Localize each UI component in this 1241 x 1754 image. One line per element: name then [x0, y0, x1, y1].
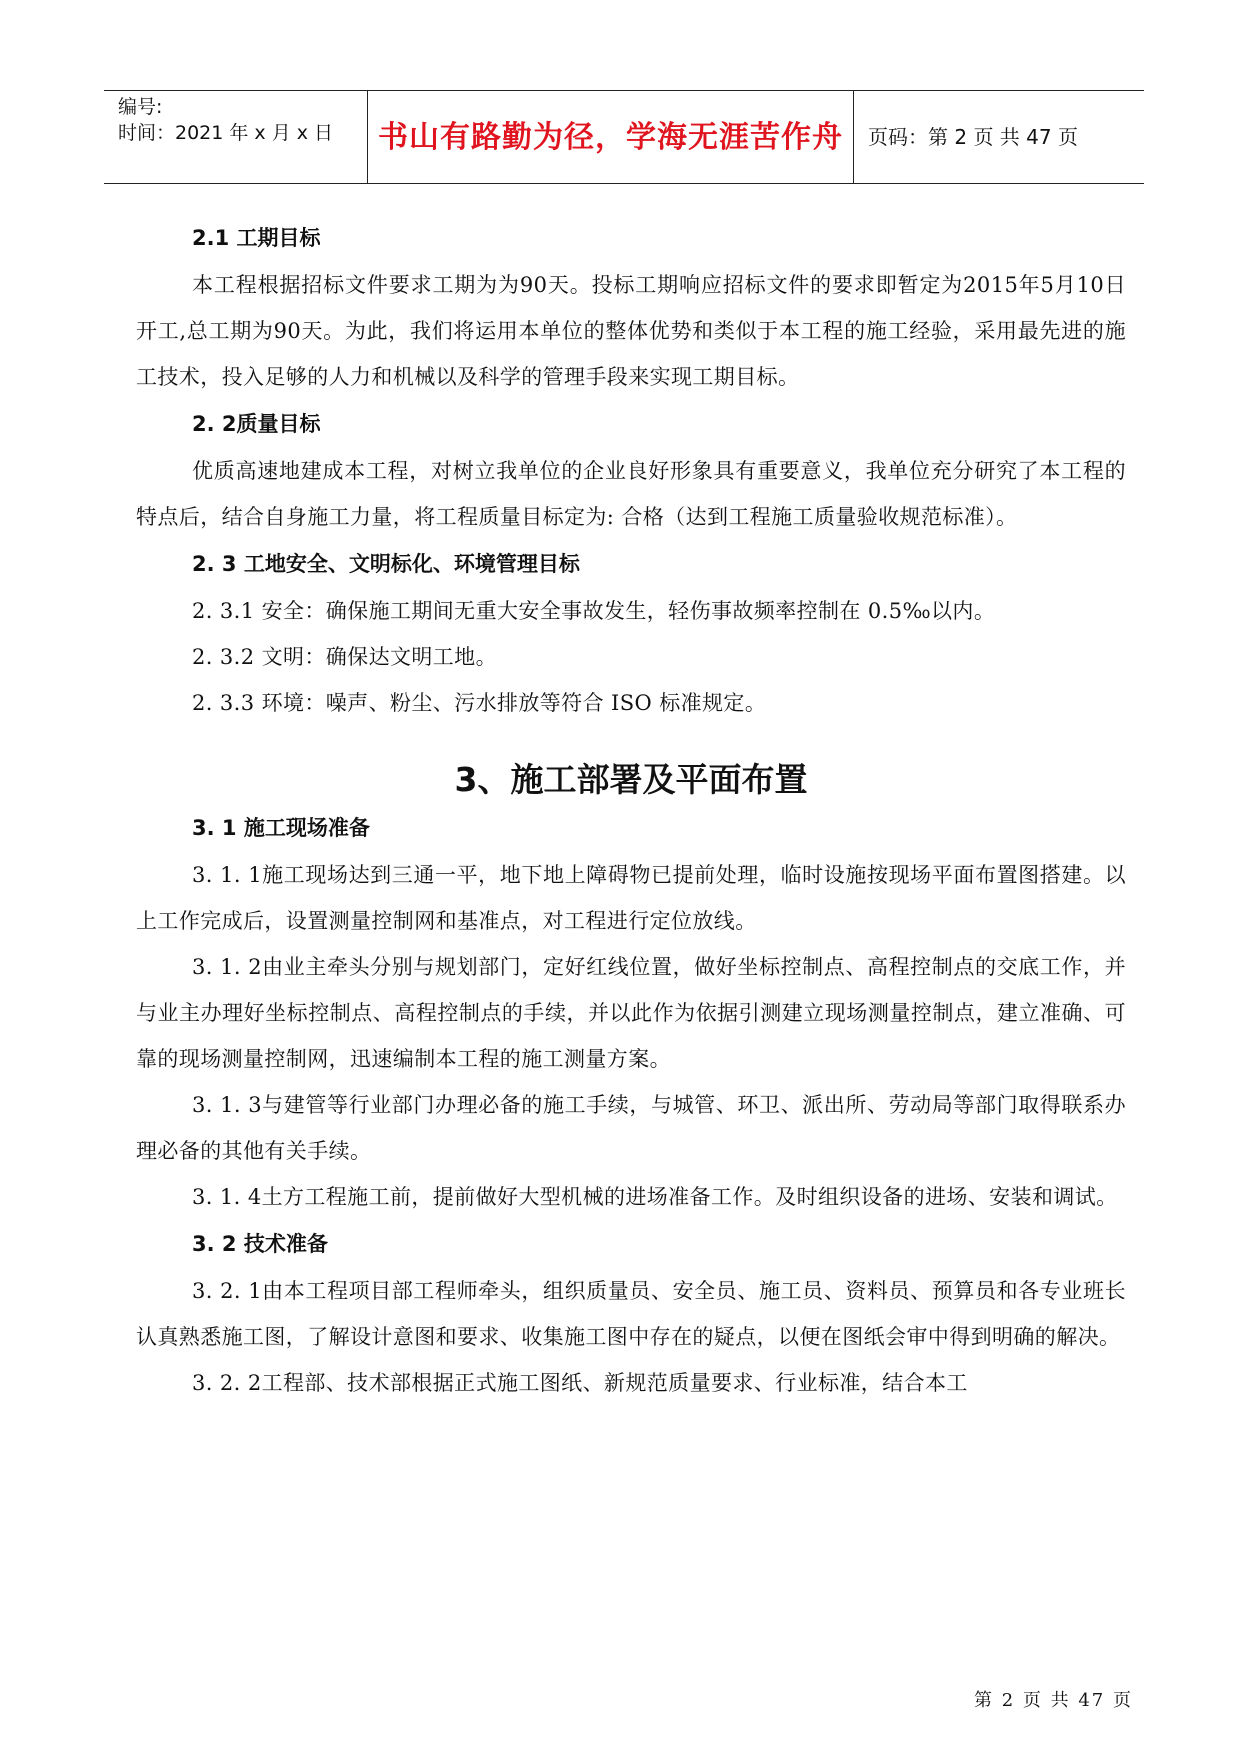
section-2-1-title: 2.1 工期目标: [192, 226, 321, 250]
section-2-1-paragraph: 本工程根据招标文件要求工期为为90天。投标工期响应招标文件的要求即暂定为2015年5月10日开工,总工期为90天。为此，我们将运用本单位的整体优势和类似于本工程的施工经验，采用最先进的施工技术，投入足够的人力和机械以及科学的管理手段来实现工期目标。: [136, 273, 1126, 389]
page-footer: 第 2 页 共 47 页: [974, 1690, 1133, 1711]
section-2-3-1-paragraph: 2. 3.1 安全：确保施工期间无重大安全事故发生，轻伤事故频率控制在 0.5‰以内。: [192, 599, 996, 623]
header-motto: 书山有路勤为径，学海无涯苦作舟: [368, 91, 854, 183]
header-page-number: 页码：第 2 页 共 47 页: [868, 124, 1078, 149]
section-3-1-4-paragraph: 3. 1. 4土方工程施工前，提前做好大型机械的进场准备工作。及时组织设备的进场、安装和调试。: [192, 1185, 1118, 1209]
section-3-2-1-paragraph: 3. 2. 1由本工程项目部工程师牵头，组织质量员、安全员、施工员、资料员、预算员和各专业班长认真熟悉施工图，了解设计意图和要求、收集施工图中存在的疑点，以便在图纸会审中得到明确的解决。: [136, 1279, 1126, 1349]
section-3-1-3-paragraph: 3. 1. 3与建管等行业部门办理必备的施工手续，与城管、环卫、派出所、劳动局等部门取得联系办理必备的其他有关手续。: [136, 1093, 1126, 1163]
section-2-3-2-paragraph: 2. 3.2 文明：确保达文明工地。: [192, 645, 497, 669]
document-body: [136, 222, 1126, 1406]
section-3-2-title: 3. 2 技术准备: [192, 1232, 328, 1256]
section-3-1-1-paragraph: 3. 1. 1施工现场达到三通一平，地下地上障碍物已提前处理，临时设施按现场平面布置图搭建。以上工作完成后，设置测量控制网和基准点，对工程进行定位放线。: [136, 863, 1126, 933]
section-2-3-title: 2. 3 工地安全、文明标化、环境管理目标: [192, 552, 580, 576]
document-code-label: 编号:: [118, 96, 163, 118]
chapter-3-title: 3、施工部署及平面布置: [454, 760, 808, 799]
section-3-1-2-paragraph: 3. 1. 2由业主牵头分别与规划部门，定好红线位置，做好坐标控制点、高程控制点的交底工作，并与业主办理好坐标控制点、高程控制点的手续，并以此作为依据引测建立现场测量控制点，建立准确、可靠的现场测量控制网，迅速编制本工程的施工测量方案。: [136, 955, 1126, 1071]
section-2-2-title: 2. 2质量目标: [192, 412, 321, 436]
document-time-label: 时间：2021 年 x 月 x 日: [118, 122, 334, 144]
page-header: [104, 90, 1144, 184]
section-3-1-title: 3. 1 施工现场准备: [192, 816, 370, 840]
section-3-2-2-paragraph: 3. 2. 2工程部、技术部根据正式施工图纸、新规范质量要求、行业标准，结合本工: [192, 1371, 968, 1395]
section-2-2-paragraph: 优质高速地建成本工程，对树立我单位的企业良好形象具有重要意义，我单位充分研究了本工程的特点后，结合自身施工力量，将工程质量目标定为: 合格（达到工程施工质量验收规范标准）。: [136, 459, 1126, 529]
header-meta: [104, 91, 368, 183]
section-2-3-3-paragraph: 2. 3.3 环境：噪声、粉尘、污水排放等符合 ISO 标准规定。: [192, 691, 767, 715]
